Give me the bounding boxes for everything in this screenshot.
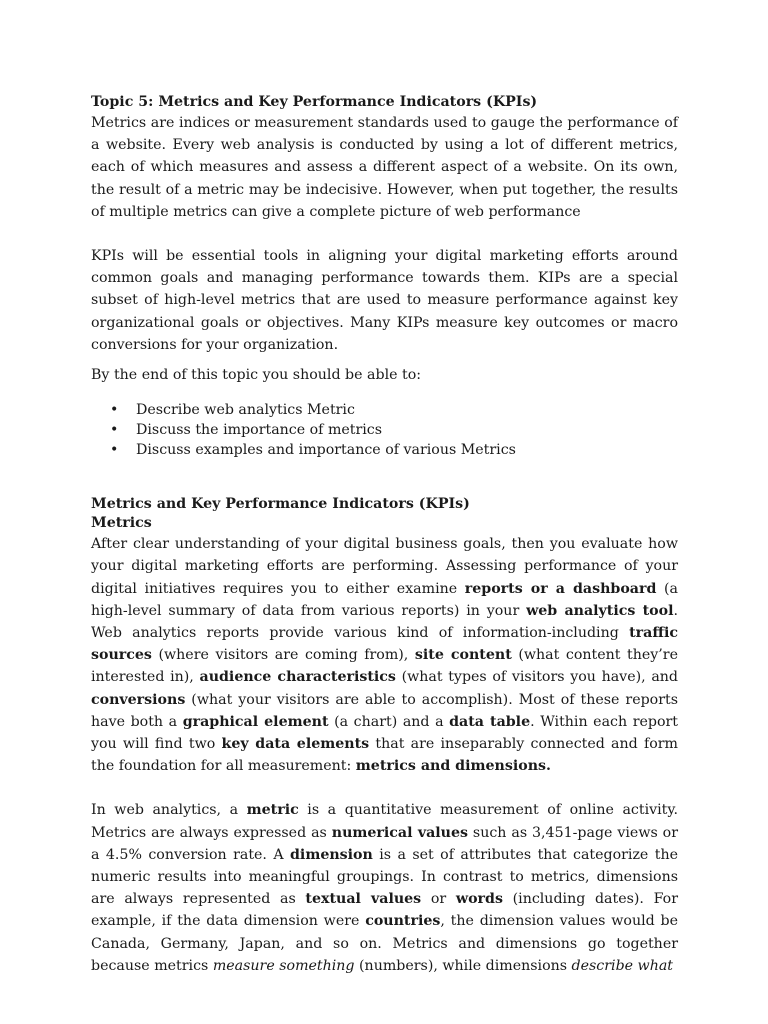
section-heading: Metrics and Key Performance Indicators (KPIs)	[91, 496, 470, 513]
document-page	[91, 92, 678, 977]
section-subheading: Metrics	[91, 515, 152, 532]
kpis-paragraph: KPIs will be essential tools in aligning your digital marketing efforts around common goals and managing performance towards them. KIPs are a special subset of high-level metrics that are used to measure performance against key organizational goals or objectives. Many KIPs measure key outcomes or macro conversions for your organization.	[91, 248, 678, 353]
list-item: • Describe web analytics Metric	[136, 400, 678, 420]
metrics-paragraph-1: After clear understanding of your digital business goals, then you evaluate how your digital marketing efforts are performing. Assessing performance of your digital initiatives requires you to either examine reports or a dashboard (a high-level summary of data from various reports) in your web analytics tool. Web analytics reports provide various kind of information-including traffic sources (where visitors are coming from), site content (what content they’re interested in), audience characteristics (what types of visitors you have), and conversions (what your visitors are able to accomplish). Most of these reports have both a graphical element (a chart) and a data table. Within each report you will find two key data elements that are inseparably connected and form the foundation for all measurement: metrics and dimensions.	[91, 536, 679, 775]
metrics-paragraph-2: In web analytics, a metric is a quantitative measurement of online activity. Metrics are always expressed as numerical values such as 3,451-page views or a 4.5% conversion rate. A dimension is a set of attributes that categorize the numeric results into meaningful groupings. In contrast to metrics, dimensions are always represented as textual values or words (including dates). For example, if the data dimension were countries, the dimension values would be Canada, Germany, Japan, and so on. Metrics and dimensions go together because metrics measure something (numbers), while dimensions describe what	[91, 802, 678, 974]
objectives-intro: By the end of this topic you should be able to:	[91, 367, 422, 384]
intro-paragraph: Metrics are indices or measurement standards used to gauge the performance of a website. Every web analysis is conducted by using a lot of different metrics, each of which measures and assess a different aspect of a website. On its own, the result of a metric may be indecisive. However, when put together, the results of multiple metrics can give a complete picture of web performance	[91, 115, 678, 220]
list-item: • Discuss examples and importance of various Metrics	[136, 440, 678, 460]
list-item: • Discuss the importance of metrics	[136, 420, 678, 440]
objectives-list	[91, 400, 678, 460]
topic-title: Topic 5: Metrics and Key Performance Indicators (KPIs)	[91, 94, 538, 110]
